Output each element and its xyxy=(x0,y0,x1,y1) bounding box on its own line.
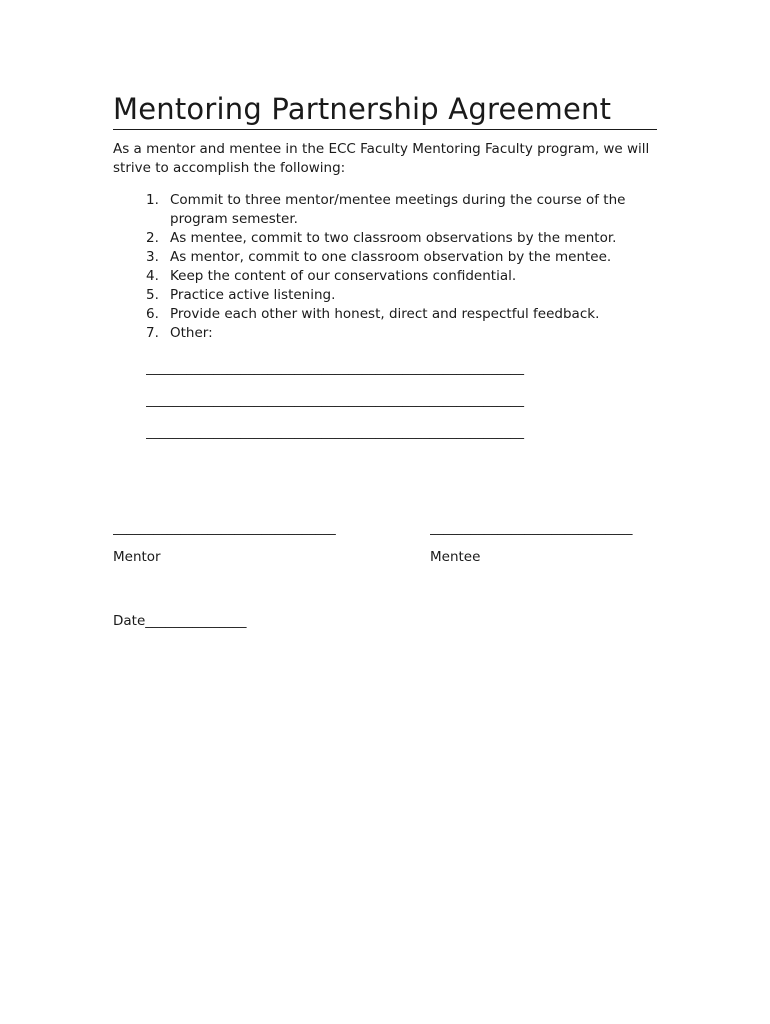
list-item-text: Provide each other with honest, direct and respectful feedback. xyxy=(170,306,600,322)
mentee-signature-line[interactable]: ______________________________ xyxy=(430,520,633,536)
intro-paragraph: As a mentor and mentee in the ECC Faculty Mentoring Faculty program, we will strive to accomplish the following: xyxy=(113,141,650,176)
list-item xyxy=(146,324,646,343)
list-item xyxy=(146,229,646,248)
mentor-signature-line[interactable]: _________________________________ xyxy=(113,520,336,536)
list-item-text: As mentor, commit to one classroom observation by the mentee. xyxy=(170,249,612,265)
list-item-number: 4. xyxy=(146,268,159,284)
other-blank-line-1[interactable]: ________________________________________________________ xyxy=(146,360,524,376)
list-item-text: Keep the content of our conservations confidential. xyxy=(170,268,517,284)
list-item-text: As mentee, commit to two classroom observations by the mentor. xyxy=(170,230,617,246)
list-item-text: Commit to three mentor/mentee meetings during the course of the program semester. xyxy=(170,192,626,227)
commitment-list xyxy=(146,191,646,343)
list-item-number: 1. xyxy=(146,192,159,208)
list-item xyxy=(146,191,646,229)
list-item-number: 6. xyxy=(146,306,159,322)
date-field[interactable]: Date_______________ xyxy=(113,613,247,629)
mentor-label: Mentor xyxy=(113,549,161,565)
list-item-number: 5. xyxy=(146,287,159,303)
list-item-number: 3. xyxy=(146,249,159,265)
list-item xyxy=(146,267,646,286)
list-item xyxy=(146,286,646,305)
list-item-number: 7. xyxy=(146,325,159,341)
document-title: Mentoring Partnership Agreement xyxy=(113,90,657,130)
list-item-text: Practice active listening. xyxy=(170,287,336,303)
mentee-label: Mentee xyxy=(430,549,481,565)
list-item xyxy=(146,305,646,324)
list-item-number: 2. xyxy=(146,230,159,246)
other-blank-line-3[interactable]: ________________________________________________________ xyxy=(146,424,524,440)
list-item xyxy=(146,248,646,267)
list-item-text: Other: xyxy=(170,325,213,341)
other-blank-line-2[interactable]: ________________________________________________________ xyxy=(146,392,524,408)
